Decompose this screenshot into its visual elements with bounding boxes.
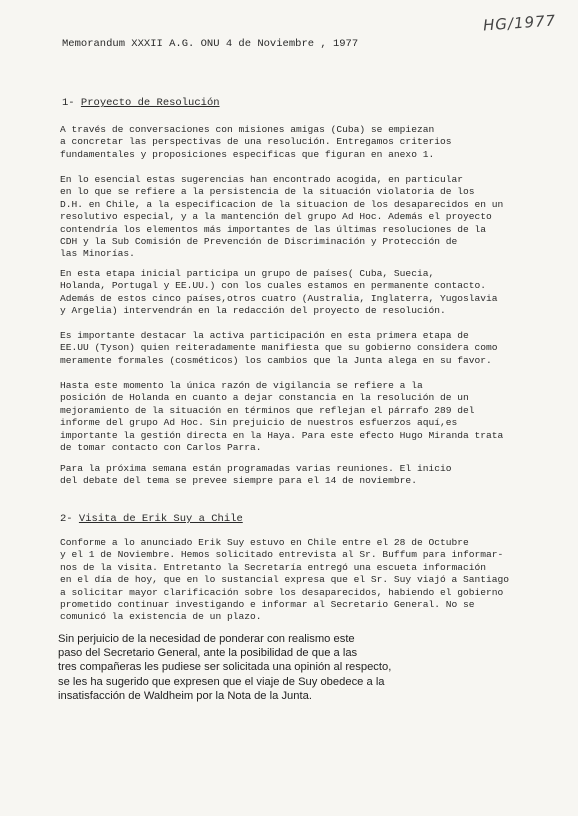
paragraph-2: En lo esencial estas sugerencias han encontrado acogida, en particular en lo que se refiere a la persistencia de la situación violatoria de los D.H. en Chile, a la especificacion de la situacion de los desaparecidos en un resolutivo especial, y a la mantención del grupo Ad Hoc. Además el proyecto contendría los elementos más importantes de las últimas resoluciones de la CDH y la Sub Comisión de Prevención de Discriminación y Protección de las Minorías. [60,174,504,260]
memo-header: Memorandum XXXII A.G. ONU 4 de Noviembre , 1977 [62,38,359,50]
section-1-number: 1- [62,97,75,109]
section-2-number: 2- [60,513,73,525]
section-1-heading [62,97,220,109]
paragraph-3: En esta etapa inicial participa un grupo de países( Cuba, Suecia, Holanda, Portugal y EE.UU.) con los cuales estamos en permanente contacto. Además de estos cinco países,otros cuatro (Australia, Inglaterra, Yugoslavia y Argelia) intervendrán en la redacción del proyecto de resolución. [60,268,498,317]
section-2-heading [60,513,243,525]
paragraph-7: Conforme a lo anunciado Erik Suy estuvo en Chile entre el 28 de Octubre y el 1 de Noviembre. Hemos solicitado entrevista al Sr. Buffum para informar- nos de la visita. Entretanto la Secretaría entregó una escueta información en el día de hoy, que en lo sustancial expresa que el Sr. Suy viajó a Santiago a solicitar mayor clarificación sobre los desaparecidos, habiendo el gobierno prometido continuar investigando e informar al Secretario General. No se comunicó la existencia de un plazo. [60,537,510,623]
paragraph-4: Es importante destacar la activa participación en esta primera etapa de EE.UU (Tyson) quien reiteradamente manifiesta que su gobierno considera como meramente formales (cosméticos) los cambios que la Junta alega en su favor. [60,330,498,366]
paragraph-1: A través de conversaciones con misiones amigas (Cuba) se empiezan a concretar las perspectivas de una resolución. Entregamos criterios fundamentales y proposiciones especificas que figuran en anexo 1. [60,124,452,160]
section-2-title: Visita de Erik Suy a Chile [78,513,243,525]
paragraph-8: Sin perjuicio de la necesidad de ponderar con realismo este paso del Secretario General, ante la posibilidad de que a las tres compañeras les pudiese ser solicitada una opinión al respecto, se les ha sugerido que expresen que el viaje de Suy obedece a la insatisfacción de Waldheim por la Nota de la Junta. [58,633,392,702]
paragraph-5: Hasta este momento la única razón de vigilancia se refiere a la posición de Holanda en cuanto a dejar constancia en la resolución de un mejoramiento de la situación en términos que reflejan el párrafo 289 del informe del grupo Ad Hoc. Sin prejuicio de nuestros esfuerzos aquí,es importante la gestión directa en la Haya. Para este efecto Hugo Miranda trata de tomar contacto con Carlos Parra. [60,380,504,454]
archive-stamp: HG/1977 [482,11,557,35]
paragraph-6: Para la próxima semana están programadas varias reuniones. El inicio del debate del tema se prevee siempre para el 14 de noviembre. [60,463,452,487]
section-1-title: Proyecto de Resolución [80,97,220,109]
